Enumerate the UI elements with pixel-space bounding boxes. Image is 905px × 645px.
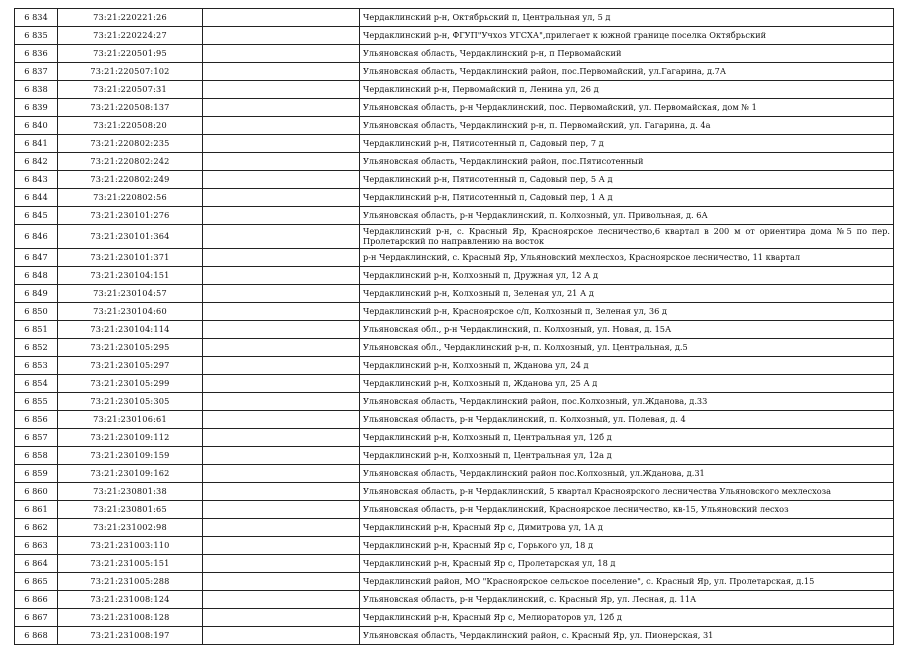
row-number-cell: 6 854 (15, 375, 58, 393)
empty-cell (203, 591, 360, 609)
cadastral-number-cell: 73:21:230104:114 (58, 321, 203, 339)
cadastral-number-cell: 73:21:220221:26 (58, 9, 203, 27)
cadastral-number-cell: 73:21:231008:128 (58, 609, 203, 627)
cadastral-number-cell: 73:21:231005:151 (58, 555, 203, 573)
cadastral-number-cell: 73:21:220508:20 (58, 117, 203, 135)
row-number-cell: 6 852 (15, 339, 58, 357)
row-number-cell: 6 841 (15, 135, 58, 153)
address-cell: Чердаклинский р-н, Красный Яр с, Горького ул, 18 д (360, 537, 894, 555)
table-row (15, 99, 894, 117)
address-cell: Чердаклинский р-н, Пятисотенный п, Садовый пер, 7 д (360, 135, 894, 153)
row-number-cell: 6 863 (15, 537, 58, 555)
address-cell: Чердаклинский р-н, Колхозный п, Жданова ул, 25 А д (360, 375, 894, 393)
cadastral-number-cell: 73:21:220224:27 (58, 27, 203, 45)
table-row (15, 339, 894, 357)
cadastral-number-cell: 73:21:230109:162 (58, 465, 203, 483)
empty-cell (203, 429, 360, 447)
registry-table-body (15, 9, 894, 645)
empty-cell (203, 117, 360, 135)
cadastral-number-cell: 73:21:220507:102 (58, 63, 203, 81)
address-cell: Ульяновская область, р-н Чердаклинский, пос. Первомайский, ул. Первомайская, дом № 1 (360, 99, 894, 117)
table-row (15, 447, 894, 465)
empty-cell (203, 9, 360, 27)
table-row (15, 267, 894, 285)
row-number-cell: 6 860 (15, 483, 58, 501)
table-row (15, 501, 894, 519)
address-cell: Чердаклинский р-н, Первомайский п, Ленина ул, 26 д (360, 81, 894, 99)
cadastral-number-cell: 73:21:230101:364 (58, 225, 203, 249)
cadastral-number-cell: 73:21:220802:235 (58, 135, 203, 153)
table-row (15, 609, 894, 627)
cadastral-number-cell: 73:21:231008:124 (58, 591, 203, 609)
cadastral-number-cell: 73:21:230106:61 (58, 411, 203, 429)
cadastral-number-cell: 73:21:231008:197 (58, 627, 203, 645)
address-cell: Ульяновская обл., Чердаклинский р-н, п. Колхозный, ул. Центральная, д.5 (360, 339, 894, 357)
row-number-cell: 6 846 (15, 225, 58, 249)
address-cell: Ульяновская область, р-н Чердаклинский, Красноярское лесничество, кв-15, Ульяновский лесхоз (360, 501, 894, 519)
address-cell: Чердаклинский р-н, Колхозный п, Зеленая ул, 21 А д (360, 285, 894, 303)
row-number-cell: 6 844 (15, 189, 58, 207)
empty-cell (203, 321, 360, 339)
table-row (15, 249, 894, 267)
address-cell: Чердаклинский р-н, Красный Яр с, Пролетарская ул, 18 д (360, 555, 894, 573)
row-number-cell: 6 839 (15, 99, 58, 117)
empty-cell (203, 375, 360, 393)
cadastral-number-cell: 73:21:230105:299 (58, 375, 203, 393)
address-cell: р-н Чердаклинский, с. Красный Яр, Ульяновский мехлесхоз, Красноярское лесничество, 11 квартал (360, 249, 894, 267)
table-row (15, 465, 894, 483)
table-row (15, 573, 894, 591)
empty-cell (203, 135, 360, 153)
address-cell: Ульяновская область, р-н Чердаклинский, с. Красный Яр, ул. Лесная, д. 11А (360, 591, 894, 609)
row-number-cell: 6 840 (15, 117, 58, 135)
cadastral-number-cell: 73:21:230104:57 (58, 285, 203, 303)
table-row (15, 171, 894, 189)
row-number-cell: 6 865 (15, 573, 58, 591)
address-cell: Чердаклинский р-н, Красный Яр с, Димитрова ул, 1А д (360, 519, 894, 537)
row-number-cell: 6 853 (15, 357, 58, 375)
address-cell: Ульяновская область, Чердаклинский р-н, п Первомайский (360, 45, 894, 63)
cadastral-number-cell: 73:21:220802:56 (58, 189, 203, 207)
row-number-cell: 6 856 (15, 411, 58, 429)
address-cell: Ульяновская область, Чердаклинский район, с. Красный Яр, ул. Пионерская, 31 (360, 627, 894, 645)
cadastral-number-cell: 73:21:231005:288 (58, 573, 203, 591)
row-number-cell: 6 847 (15, 249, 58, 267)
empty-cell (203, 393, 360, 411)
address-cell: Чердаклинский р-н, Колхозный п, Центральная ул, 12а д (360, 447, 894, 465)
empty-cell (203, 537, 360, 555)
address-cell: Ульяновская область, Чердаклинский район пос.Колхозный, ул.Жданова, д.31 (360, 465, 894, 483)
table-row (15, 411, 894, 429)
row-number-cell: 6 867 (15, 609, 58, 627)
cadastral-number-cell: 73:21:230801:65 (58, 501, 203, 519)
address-cell: Чердаклинский р-н, Колхозный п, Дружная ул, 12 А д (360, 267, 894, 285)
table-row (15, 135, 894, 153)
empty-cell (203, 81, 360, 99)
address-cell: Ульяновская область, Чердаклинский район, пос.Первомайский, ул.Гагарина, д.7А (360, 63, 894, 81)
cadastral-number-cell: 73:21:220802:249 (58, 171, 203, 189)
row-number-cell: 6 845 (15, 207, 58, 225)
cadastral-number-cell: 73:21:230109:159 (58, 447, 203, 465)
table-row (15, 429, 894, 447)
empty-cell (203, 249, 360, 267)
address-cell: Ульяновская область, р-н Чердаклинский, п. Колхозный, ул. Полевая, д. 4 (360, 411, 894, 429)
empty-cell (203, 171, 360, 189)
table-row (15, 117, 894, 135)
row-number-cell: 6 864 (15, 555, 58, 573)
table-row (15, 45, 894, 63)
empty-cell (203, 189, 360, 207)
empty-cell (203, 573, 360, 591)
cadastral-number-cell: 73:21:220501:95 (58, 45, 203, 63)
table-row (15, 537, 894, 555)
table-row (15, 225, 894, 249)
address-cell: Чердаклинский р-н, Красный Яр с, Мелиораторов ул, 12б д (360, 609, 894, 627)
cadastral-number-cell: 73:21:231002:98 (58, 519, 203, 537)
address-cell: Ульяновская область, р-н Чердаклинский, п. Колхозный, ул. Привольная, д. 6А (360, 207, 894, 225)
empty-cell (203, 447, 360, 465)
cadastral-number-cell: 73:21:230104:151 (58, 267, 203, 285)
address-cell: Чердаклинский р-н, Пятисотенный п, Садовый пер, 5 А д (360, 171, 894, 189)
cadastral-number-cell: 73:21:230105:295 (58, 339, 203, 357)
empty-cell (203, 45, 360, 63)
row-number-cell: 6 868 (15, 627, 58, 645)
document-sheet (14, 8, 894, 645)
table-row (15, 207, 894, 225)
row-number-cell: 6 866 (15, 591, 58, 609)
cadastral-number-cell: 73:21:230101:371 (58, 249, 203, 267)
empty-cell (203, 99, 360, 117)
empty-cell (203, 285, 360, 303)
table-row (15, 393, 894, 411)
row-number-cell: 6 851 (15, 321, 58, 339)
table-row (15, 189, 894, 207)
cadastral-number-cell: 73:21:230105:297 (58, 357, 203, 375)
row-number-cell: 6 843 (15, 171, 58, 189)
table-row (15, 519, 894, 537)
row-number-cell: 6 858 (15, 447, 58, 465)
row-number-cell: 6 861 (15, 501, 58, 519)
table-row (15, 357, 894, 375)
empty-cell (203, 27, 360, 45)
empty-cell (203, 63, 360, 81)
empty-cell (203, 339, 360, 357)
table-row (15, 81, 894, 99)
table-row (15, 285, 894, 303)
row-number-cell: 6 837 (15, 63, 58, 81)
empty-cell (203, 303, 360, 321)
cadastral-number-cell: 73:21:220802:242 (58, 153, 203, 171)
address-cell: Ульяновская область, Чердаклинский район, пос.Колхозный, ул.Жданова, д.33 (360, 393, 894, 411)
row-number-cell: 6 850 (15, 303, 58, 321)
address-cell: Ульяновская область, Чердаклинский р-н, п. Первомайский, ул. Гагарина, д. 4а (360, 117, 894, 135)
address-cell: Ульяновская область, Чердаклинский район, пос.Пятисотенный (360, 153, 894, 171)
table-row (15, 591, 894, 609)
empty-cell (203, 225, 360, 249)
row-number-cell: 6 838 (15, 81, 58, 99)
address-cell: Чердаклинский р-н, с. Красный Яр, Красноярское лесничество,6 квартал в 200 м от ориентира дома №5 по пер. Пролетарский по направлению на восток (360, 225, 894, 249)
row-number-cell: 6 849 (15, 285, 58, 303)
table-row (15, 303, 894, 321)
address-cell: Чердаклинский район, МО "Красноярское сельское поселение", с. Красный Яр, ул. Пролетарская, д.15 (360, 573, 894, 591)
table-row (15, 375, 894, 393)
table-row (15, 321, 894, 339)
cadastral-number-cell: 73:21:230801:38 (58, 483, 203, 501)
table-row (15, 627, 894, 645)
address-cell: Чердаклинский р-н, Пятисотенный п, Садовый пер, 1 А д (360, 189, 894, 207)
cadastral-number-cell: 73:21:230109:112 (58, 429, 203, 447)
address-cell: Чердаклинский р-н, Октябрьский п, Центральная ул, 5 д (360, 9, 894, 27)
cadastral-number-cell: 73:21:230101:276 (58, 207, 203, 225)
empty-cell (203, 501, 360, 519)
row-number-cell: 6 857 (15, 429, 58, 447)
row-number-cell: 6 836 (15, 45, 58, 63)
address-cell: Чердаклинский р-н, Колхозный п, Жданова ул, 24 д (360, 357, 894, 375)
empty-cell (203, 609, 360, 627)
empty-cell (203, 555, 360, 573)
row-number-cell: 6 859 (15, 465, 58, 483)
row-number-cell: 6 835 (15, 27, 58, 45)
empty-cell (203, 483, 360, 501)
address-cell: Чердаклинский р-н, Колхозный п, Центральная ул, 12б д (360, 429, 894, 447)
cadastral-number-cell: 73:21:230104:60 (58, 303, 203, 321)
cadastral-number-cell: 73:21:220508:137 (58, 99, 203, 117)
table-row (15, 63, 894, 81)
table-row (15, 27, 894, 45)
empty-cell (203, 153, 360, 171)
row-number-cell: 6 848 (15, 267, 58, 285)
address-cell: Чердаклинский р-н, ФГУП"Учхоз УГСХА",прилегает к южной границе поселка Октябрьский (360, 27, 894, 45)
row-number-cell: 6 855 (15, 393, 58, 411)
table-row (15, 555, 894, 573)
table-row (15, 153, 894, 171)
registry-table (14, 8, 894, 645)
table-row (15, 483, 894, 501)
empty-cell (203, 465, 360, 483)
empty-cell (203, 627, 360, 645)
address-cell: Ульяновская область, р-н Чердаклинский, 5 квартал Красноярского лесничества Ульяновского мехлесхоза (360, 483, 894, 501)
cadastral-number-cell: 73:21:231003:110 (58, 537, 203, 555)
row-number-cell: 6 834 (15, 9, 58, 27)
empty-cell (203, 357, 360, 375)
empty-cell (203, 207, 360, 225)
address-cell: Чердаклинский р-н, Красноярское с/п, Колхозный п, Зеленая ул, 36 д (360, 303, 894, 321)
cadastral-number-cell: 73:21:230105:305 (58, 393, 203, 411)
cadastral-number-cell: 73:21:220507:31 (58, 81, 203, 99)
empty-cell (203, 267, 360, 285)
row-number-cell: 6 862 (15, 519, 58, 537)
empty-cell (203, 519, 360, 537)
table-row (15, 9, 894, 27)
row-number-cell: 6 842 (15, 153, 58, 171)
empty-cell (203, 411, 360, 429)
address-cell: Ульяновская обл., р-н Чердаклинский, п. Колхозный, ул. Новая, д. 15А (360, 321, 894, 339)
